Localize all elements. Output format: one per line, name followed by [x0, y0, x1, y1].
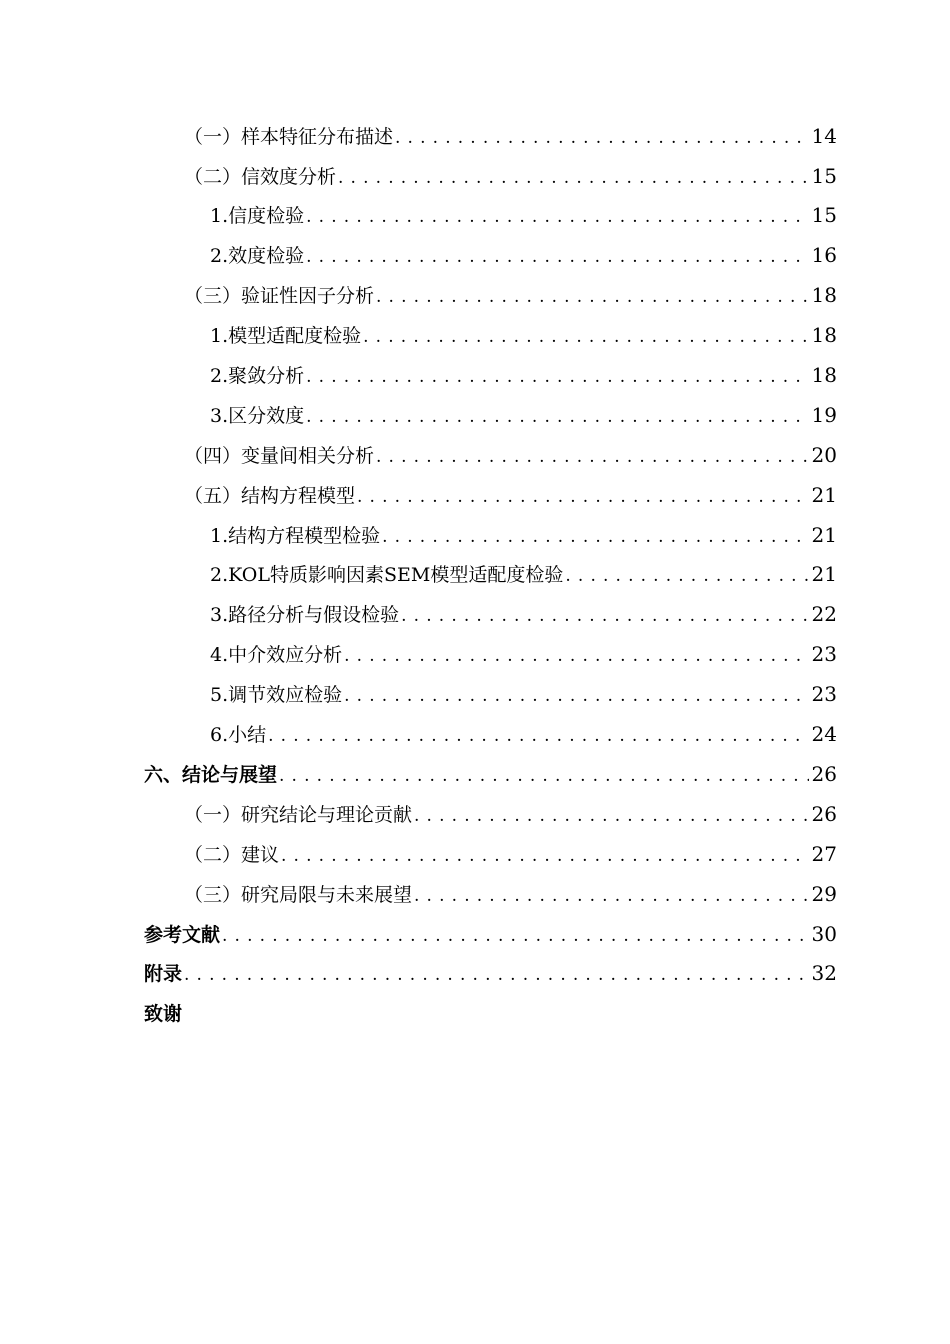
dot-leader	[374, 282, 809, 310]
toc-entry-label: （三）验证性因子分析	[184, 285, 375, 307]
toc-entry-page: 18	[811, 323, 837, 347]
toc-entry-page: 23	[811, 642, 837, 666]
toc-entry[interactable]	[210, 520, 837, 550]
toc-chapter-entry[interactable]	[144, 958, 837, 988]
dot-leader	[380, 522, 808, 550]
toc-entry-label: （五）结构方程模型	[184, 485, 356, 507]
toc-entry-label: 2.效度检验	[210, 245, 305, 267]
dot-leader	[342, 641, 808, 669]
toc-entry-label: 2.聚敛分析	[210, 365, 305, 387]
dot-leader	[374, 442, 809, 470]
toc-entry-page: 21	[811, 562, 837, 586]
dot-leader	[399, 601, 808, 629]
dot-leader	[220, 921, 809, 949]
toc-entry-label: （一）样本特征分布描述	[184, 126, 394, 148]
toc-entry-page: 26	[811, 762, 837, 786]
toc-entry-label: 3.路径分析与假设检验	[210, 604, 400, 626]
dot-leader	[304, 242, 808, 270]
dot-leader	[277, 761, 809, 789]
toc-entry-page: 26	[811, 802, 837, 826]
toc-entry[interactable]	[184, 280, 837, 310]
toc-entry[interactable]	[184, 121, 837, 151]
toc-entry[interactable]	[210, 320, 837, 350]
toc-entry-page: 18	[811, 363, 837, 387]
dot-leader	[304, 362, 808, 390]
toc-entry-label: 附录	[144, 963, 183, 985]
toc-entry-page: 14	[811, 124, 837, 148]
toc-entry[interactable]	[184, 440, 837, 470]
toc-entry[interactable]	[184, 161, 837, 191]
toc-entry-label: 1.信度检验	[210, 205, 305, 227]
toc-entry-page: 15	[811, 164, 837, 188]
toc-entry-page: 32	[811, 961, 837, 985]
toc-entry[interactable]	[210, 360, 837, 390]
toc-entry[interactable]	[210, 639, 837, 669]
toc-entry-page: 22	[811, 602, 837, 626]
toc-entry-label: 3.区分效度	[210, 405, 305, 427]
toc-entry-label: 2.KOL特质影响因素SEM模型适配度检验	[210, 564, 564, 586]
toc-chapter-entry[interactable]	[144, 919, 837, 949]
dot-leader	[182, 960, 809, 988]
toc-entry-page: 24	[811, 722, 837, 746]
dot-leader	[304, 202, 808, 230]
toc-entry-label: 1.结构方程模型检验	[210, 525, 381, 547]
toc-entry[interactable]	[184, 879, 837, 909]
toc-entry-page: 29	[811, 882, 837, 906]
toc-entry-label: 4.中介效应分析	[210, 644, 343, 666]
toc-entry-label: 5.调节效应检验	[210, 684, 343, 706]
toc-entry-label: （四）变量间相关分析	[184, 445, 375, 467]
toc-entry-page: 20	[811, 443, 837, 467]
dot-leader	[563, 561, 808, 589]
toc-entry[interactable]	[210, 719, 837, 749]
toc-entry-label: 参考文献	[144, 924, 221, 946]
toc-entry[interactable]	[210, 679, 837, 709]
dot-leader	[279, 841, 809, 869]
toc-entry-label: （二）信效度分析	[184, 166, 337, 188]
toc-entry-page: 21	[811, 523, 837, 547]
dot-leader	[393, 123, 809, 151]
dot-leader	[304, 402, 808, 430]
toc-entry-page: 19	[811, 403, 837, 427]
toc-entry-label: 1.模型适配度检验	[210, 325, 362, 347]
toc-entry-page: 15	[811, 203, 837, 227]
toc-entry[interactable]	[184, 839, 837, 869]
toc-entry-label: （三）研究局限与未来展望	[184, 884, 413, 906]
toc-entry-label: （二）建议	[184, 844, 280, 866]
toc-entry[interactable]	[184, 480, 837, 510]
toc-entry-page: 16	[811, 243, 837, 267]
toc-chapter-entry[interactable]	[144, 999, 837, 1029]
toc-entry[interactable]	[210, 559, 837, 589]
dot-leader	[412, 801, 809, 829]
toc-entry-label: 致谢	[144, 1003, 183, 1025]
toc-entry-page: 18	[811, 283, 837, 307]
toc-entry[interactable]	[210, 240, 837, 270]
dot-leader	[412, 881, 809, 909]
toc-entry-page: 23	[811, 682, 837, 706]
toc-entry-page: 21	[811, 483, 837, 507]
toc-entry[interactable]	[210, 400, 837, 430]
toc-entry[interactable]	[210, 599, 837, 629]
dot-leader	[266, 721, 808, 749]
toc-entry-label: （一）研究结论与理论贡献	[184, 804, 413, 826]
toc-entry-label: 6.小结	[210, 724, 267, 746]
dot-leader	[355, 482, 809, 510]
dot-leader	[361, 322, 808, 350]
toc-entry[interactable]	[210, 200, 837, 230]
toc-chapter-entry[interactable]	[144, 759, 837, 789]
dot-leader	[336, 163, 809, 191]
dot-leader	[342, 681, 808, 709]
toc-entry-page: 27	[811, 842, 837, 866]
toc-entry[interactable]	[184, 799, 837, 829]
toc-entry-label: 六、结论与展望	[144, 764, 278, 786]
toc-entry-page: 30	[811, 922, 837, 946]
